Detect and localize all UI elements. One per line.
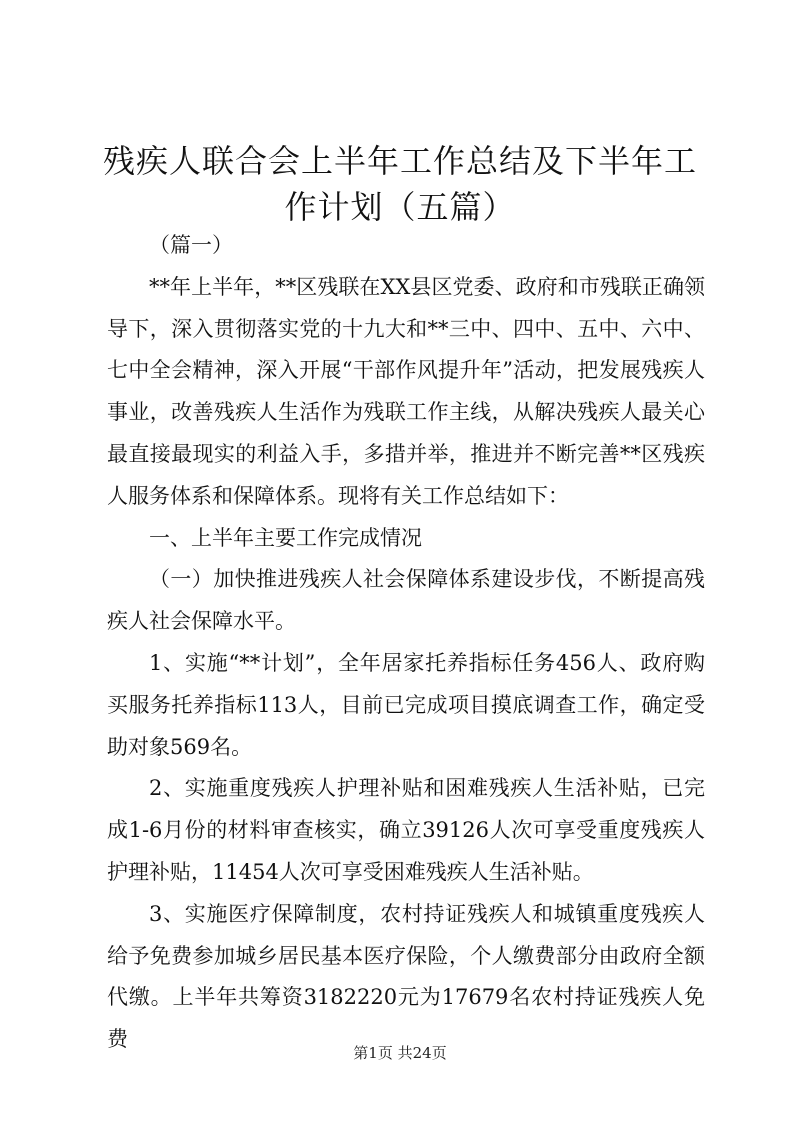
section-heading: 一、上半年主要工作完成情况: [149, 525, 422, 550]
intro-paragraph: **年上半年，**区残联在XX县区党委、政府和市残联正确领导下，深入贯彻落实党的十九大和**三中、四中、五中、六中、七中全会精神，深入开展“干部作风提升年”活动，把发展残疾人事业，改善残疾人生活作为残联工作主线，从解决残疾人最关心最直接最现实的利益入手，多措并举，推进并不断完善**区残疾人服务体系和保障体系。现将有关工作总结如下：: [107, 274, 705, 508]
body-paragraph-3: 3、实施医疗保障制度，农村持证残疾人和城镇重度残疾人给予免费参加城乡居民基本医疗保险，个人缴费部分由政府全额代缴。上半年共筹资3182220元为17679名农村持证残疾人免费: [107, 901, 705, 1052]
subsection-heading: （一）加快推进残疾人社会保障体系建设步伐，不断提高残疾人社会保障水平。: [107, 567, 705, 634]
body-paragraph-1: 1、实施“**计划”，全年居家托养指标任务456人、政府购买服务托养指标113人，目前已完成项目摸底调查工作，确定受助对象569名。: [107, 650, 705, 759]
document-body: [107, 225, 705, 1061]
page-footer: 第1页 共24页: [353, 1044, 447, 1062]
section-label: （篇一）: [149, 233, 233, 257]
body-paragraph-2: 2、实施重度残疾人护理补贴和困难残疾人生活补贴，已完成1-6月份的材料审查核实，确立39126人次可享受重度残疾人护理补贴，11454人次可享受困难残疾人生活补贴。: [107, 776, 705, 884]
document-title: 残疾人联合会上半年工作总结及下半年工作计划（五篇）: [102, 142, 697, 226]
